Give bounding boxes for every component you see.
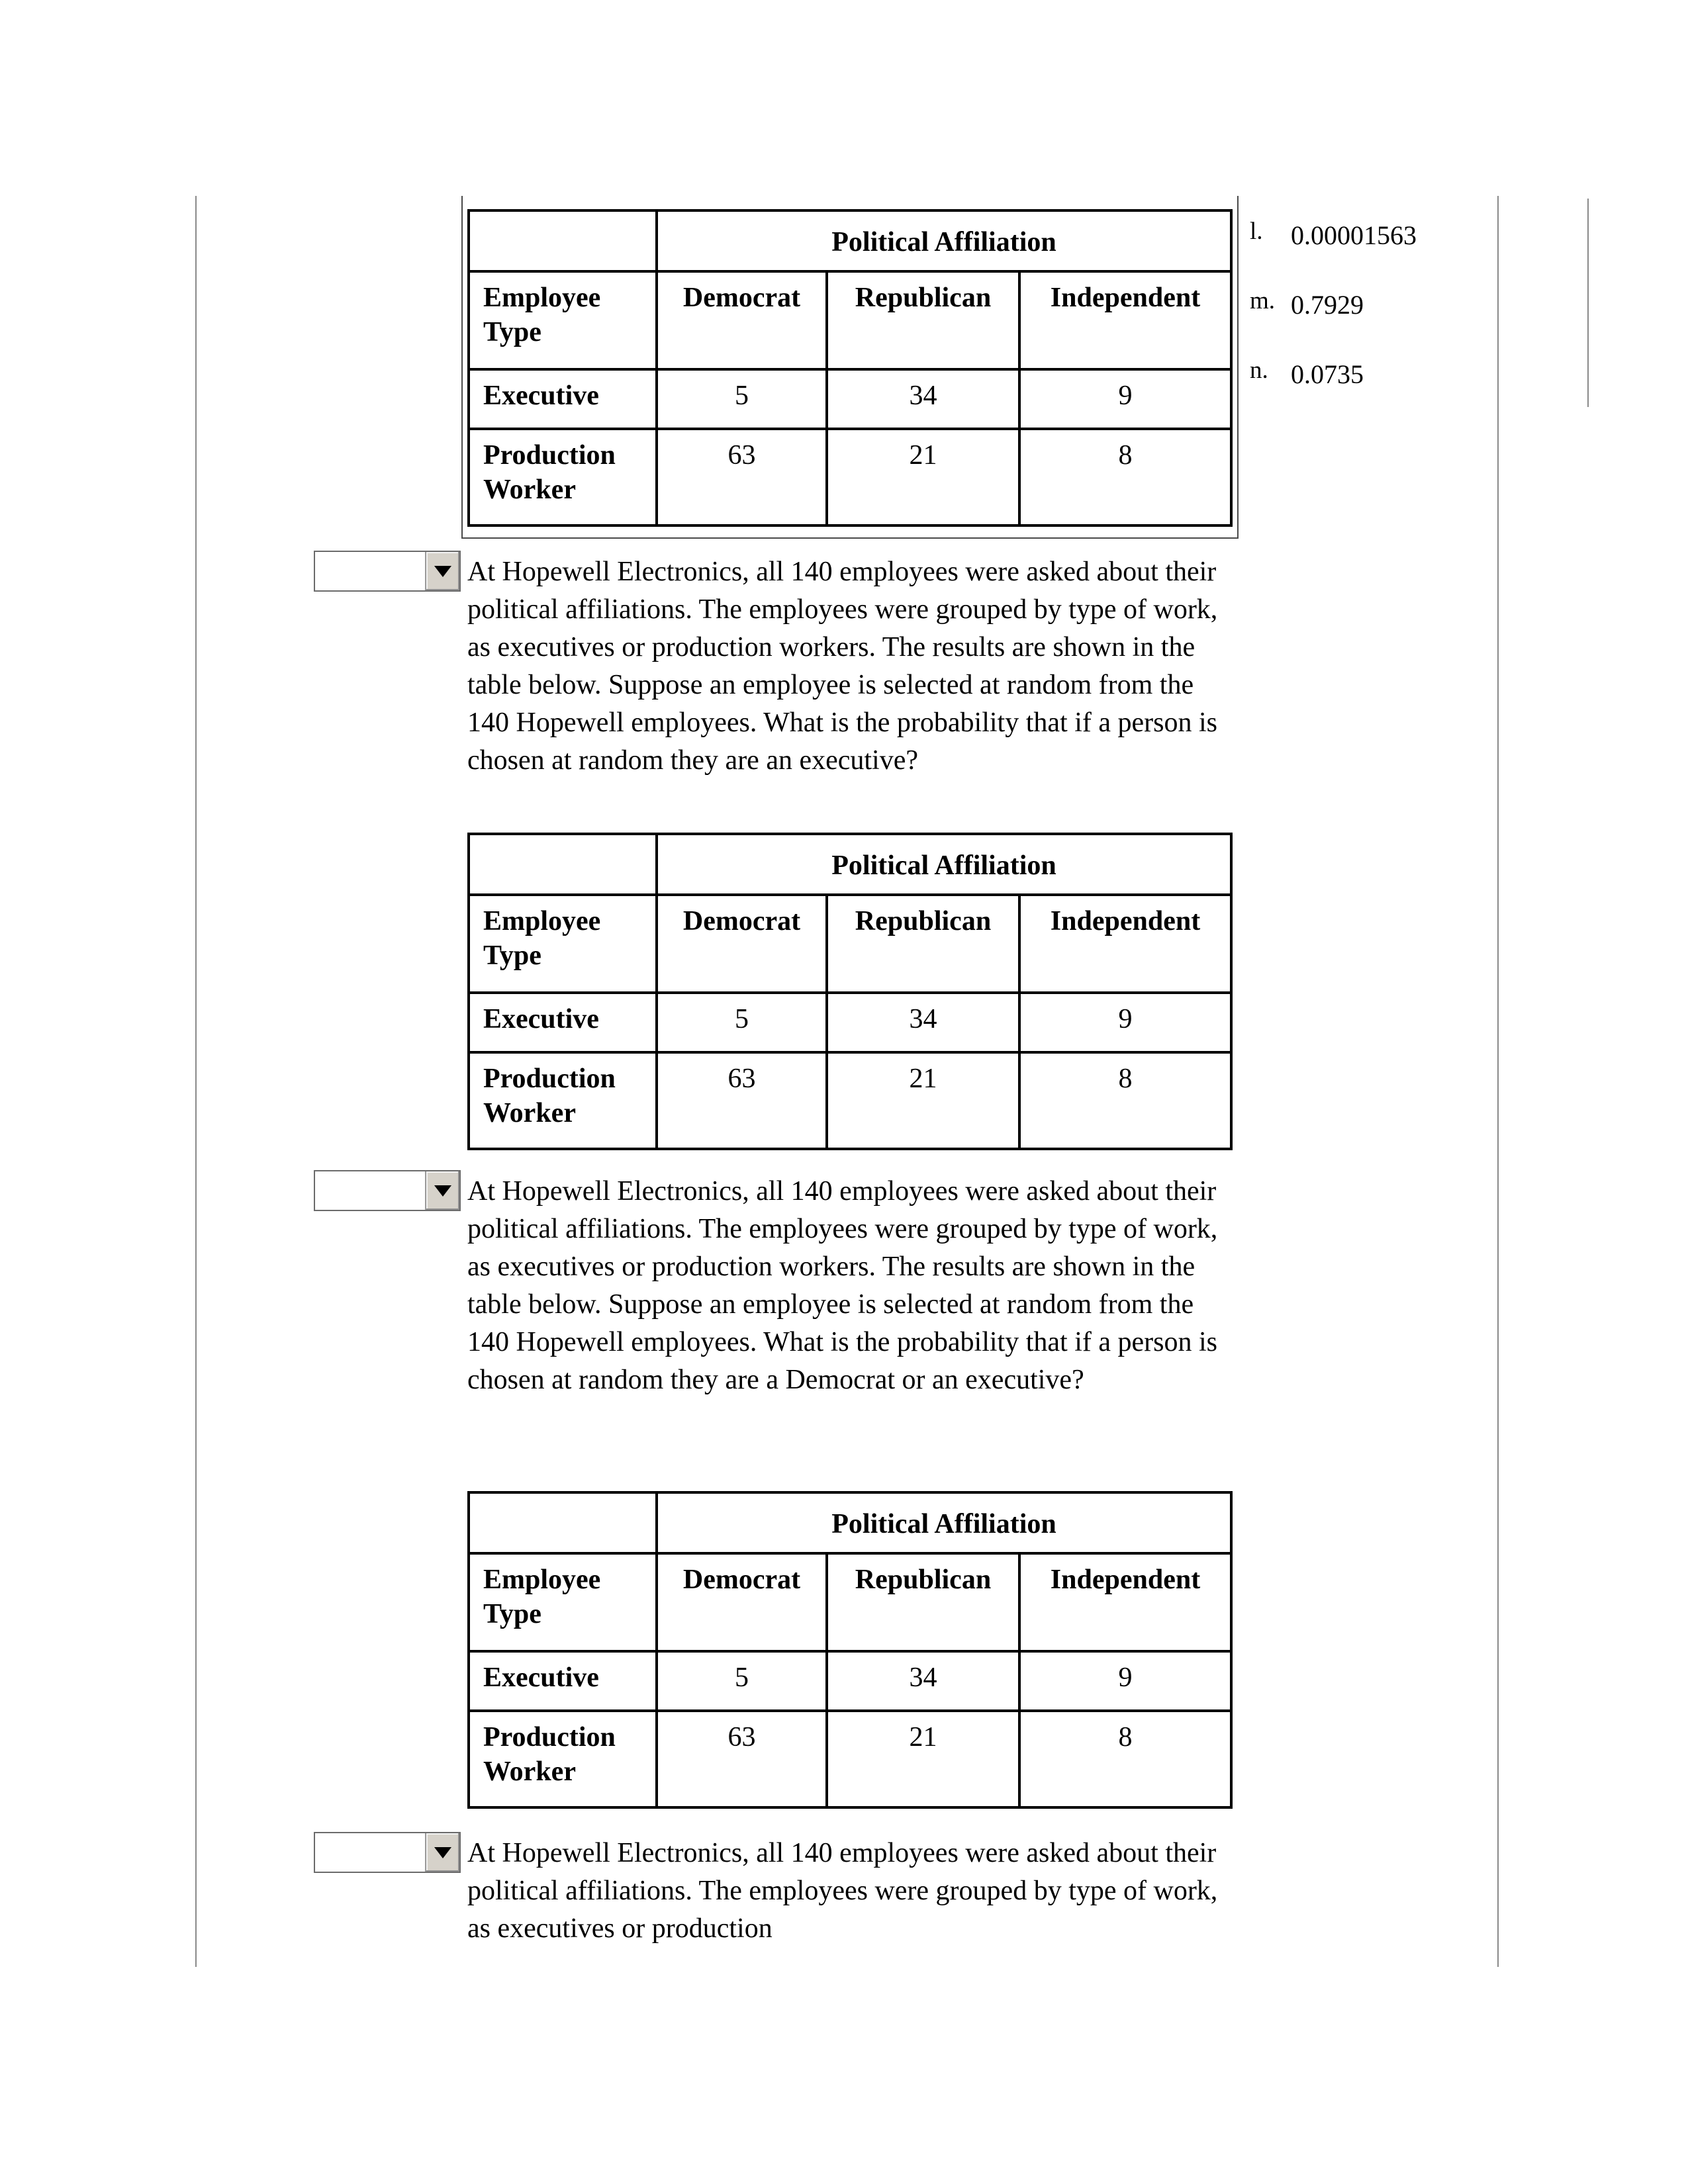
- table-group-header: Political Affiliation: [657, 834, 1231, 895]
- table-col-header: Independent: [1019, 895, 1231, 993]
- caret-down-icon[interactable]: [425, 1833, 459, 1872]
- answer-dropdown[interactable]: [314, 1170, 461, 1211]
- caret-down-icon[interactable]: [425, 552, 459, 590]
- table-cell: 34: [827, 1651, 1019, 1711]
- answer-option-letter: l.: [1250, 218, 1263, 245]
- table-row-label: Production Worker: [469, 1711, 657, 1807]
- answer-option-value: 0.0735: [1291, 359, 1364, 389]
- table-col-header: Independent: [1019, 271, 1231, 369]
- table-row-label: Production Worker: [469, 429, 657, 525]
- answer-option-list: [1250, 220, 1417, 428]
- table-corner-cell: [469, 834, 657, 895]
- political-affiliation-table: [467, 209, 1233, 527]
- table-cell: 63: [657, 1711, 827, 1807]
- table-cell: 21: [827, 429, 1019, 525]
- answer-option-value: 0.00001563: [1291, 220, 1417, 250]
- table-row-label: Executive: [469, 1651, 657, 1711]
- table-col-header: Democrat: [657, 895, 827, 993]
- table-row-header: Employee Type: [469, 1553, 657, 1651]
- table-col-header: Democrat: [657, 271, 827, 369]
- table-cell: 63: [657, 429, 827, 525]
- table-cell: 21: [827, 1711, 1019, 1807]
- dropdown-selected-value[interactable]: [315, 1171, 425, 1210]
- table-col-header: Republican: [827, 895, 1019, 993]
- answer-option-letter: n.: [1250, 357, 1268, 384]
- table-cell: 8: [1019, 429, 1231, 525]
- table-col-header: Republican: [827, 1553, 1019, 1651]
- answer-option-value: 0.7929: [1291, 290, 1364, 320]
- table-cell: 9: [1019, 1651, 1231, 1711]
- table-col-header: Republican: [827, 271, 1019, 369]
- table-col-header: Independent: [1019, 1553, 1231, 1651]
- table-cell: 5: [657, 993, 827, 1052]
- table-row-label: Executive: [469, 369, 657, 429]
- table-corner-cell: [469, 1492, 657, 1553]
- question-text: At Hopewell Electronics, all 140 employees were asked about their political affiliations. The employees were grouped by type of work, as executives or production workers. The results are shown in the table below. Suppose an employee is selected at random from the 140 Hopewell employees. What is the probability that if a person is chosen at random they are an executive?: [467, 557, 1218, 776]
- table-cell: 8: [1019, 1711, 1231, 1807]
- political-affiliation-table: [467, 1491, 1233, 1809]
- table-cell: 9: [1019, 993, 1231, 1052]
- frame-rule-right: [1497, 196, 1499, 1967]
- answer-dropdown[interactable]: [314, 551, 461, 592]
- dropdown-selected-value[interactable]: [315, 1833, 425, 1872]
- table-cell: 34: [827, 993, 1019, 1052]
- table-col-header: Democrat: [657, 1553, 827, 1651]
- table-cell: 5: [657, 369, 827, 429]
- table-group-header: Political Affiliation: [657, 210, 1231, 271]
- question-text: At Hopewell Electronics, all 140 employees were asked about their political affiliations. The employees were grouped by type of work, as executives or production workers. The results are shown in the table below. Suppose an employee is selected at random from the 140 Hopewell employees. What is the probability that if a person is chosen at random they are a Democrat or an executive?: [467, 1176, 1218, 1395]
- dropdown-selected-value[interactable]: [315, 552, 425, 590]
- table-cell: 9: [1019, 369, 1231, 429]
- answer-option: [1250, 359, 1417, 391]
- table-row-label: Production Worker: [469, 1052, 657, 1149]
- answer-option: [1250, 220, 1417, 252]
- question-text: At Hopewell Electronics, all 140 employees were asked about their political affiliations. The employees were grouped by type of work, as executives or production: [467, 1838, 1218, 1944]
- table-cell: 21: [827, 1052, 1019, 1149]
- table-corner-cell: [469, 210, 657, 271]
- table-cell: 8: [1019, 1052, 1231, 1149]
- table-row-header: Employee Type: [469, 271, 657, 369]
- table-cell: 5: [657, 1651, 827, 1711]
- table-group-header: Political Affiliation: [657, 1492, 1231, 1553]
- answer-option-letter: m.: [1250, 287, 1276, 314]
- political-affiliation-table: [467, 833, 1233, 1150]
- table-row-label: Executive: [469, 993, 657, 1052]
- answer-option: [1250, 289, 1417, 322]
- frame-rule-left: [195, 196, 197, 1967]
- table-cell: 63: [657, 1052, 827, 1149]
- caret-down-icon[interactable]: [425, 1171, 459, 1210]
- frame-rule-answers-right: [1587, 199, 1589, 407]
- table-cell: 34: [827, 369, 1019, 429]
- answer-dropdown[interactable]: [314, 1832, 461, 1873]
- table-row-header: Employee Type: [469, 895, 657, 993]
